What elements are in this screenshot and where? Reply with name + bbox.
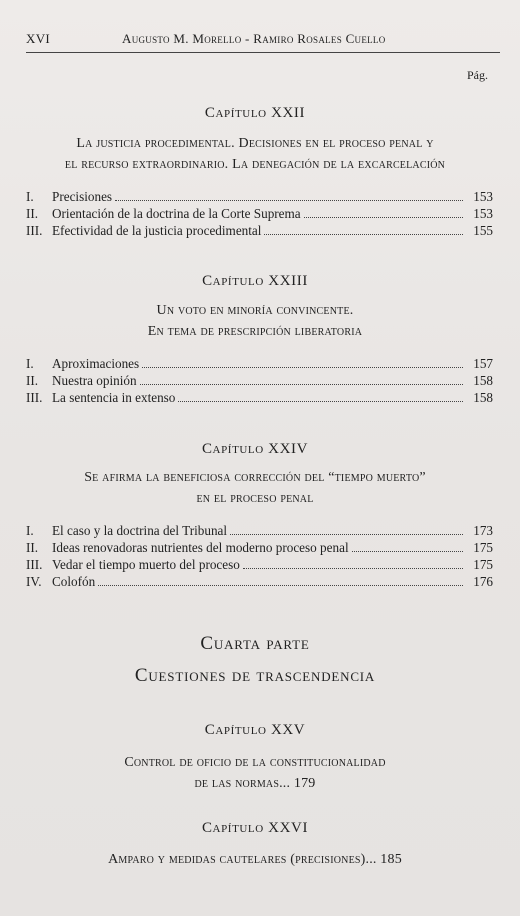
toc-entry-page: 173	[473, 523, 493, 538]
dot-leader	[304, 217, 463, 218]
chapter-25-heading: Capítulo XXV	[204, 722, 306, 738]
toc-entry-number: II.	[26, 373, 39, 388]
toc-entry[interactable]	[26, 355, 493, 372]
toc-entry-page: 153	[473, 206, 493, 221]
toc-entry-number: I.	[26, 523, 34, 538]
toc-entry[interactable]	[26, 222, 493, 239]
toc-entry-number: II.	[26, 206, 39, 221]
toc-entry-text: Precisiones	[52, 189, 113, 204]
dot-leader	[178, 401, 463, 402]
part-label: Cuarta parte	[200, 633, 310, 654]
part-title: Cuestiones de trascendencia	[134, 665, 376, 686]
chapter-24-toc	[26, 522, 493, 590]
chapter-24-title-line: Se afirma la beneficiosa corrección del “tiempo muerto”	[84, 470, 426, 485]
toc-entry-page: 176	[473, 574, 493, 589]
toc-entry[interactable]	[26, 556, 493, 573]
chapter-24-title	[26, 467, 484, 509]
header-rule	[26, 52, 500, 53]
toc-entry-page: 175	[473, 557, 493, 572]
chapter-23-title-line: En tema de prescripción liberatoria	[147, 324, 363, 339]
dot-leader	[115, 200, 463, 201]
dot-leader	[140, 384, 463, 385]
toc-entry-text: El caso y la doctrina del Tribunal	[52, 523, 228, 538]
chapter-22-title	[26, 133, 484, 175]
chapter-24-heading: Capítulo XXIV	[201, 441, 309, 457]
toc-entry-text: Vedar el tiempo muerto del proceso	[52, 557, 240, 572]
chapter-23-title-line: Un voto en minoría convincente.	[156, 303, 354, 318]
toc-entry[interactable]	[26, 205, 493, 222]
chapter-22-title-line: el recurso extraordinario. La denegación de la excarcelación	[64, 157, 446, 172]
toc-entry-text: Orientación de la doctrina de la Corte Suprema	[52, 206, 301, 221]
running-header	[26, 31, 500, 51]
pag-label: Pág.	[467, 68, 488, 82]
chapter-22-title-line: La justicia procedimental. Decisiones en el proceso penal y	[76, 136, 434, 151]
toc-entry-number: III.	[26, 557, 43, 572]
chapter-23-heading: Capítulo XXIII	[202, 273, 308, 289]
chapter-24-title-line: en el proceso penal	[196, 491, 314, 506]
toc-entry[interactable]	[26, 389, 493, 406]
chapter-23-title	[26, 300, 484, 342]
toc-entry-page: 175	[473, 540, 493, 555]
toc-entry-text: Colofón	[52, 574, 96, 589]
toc-entry-page: 158	[473, 390, 493, 405]
toc-entry-page: 153	[473, 189, 493, 204]
toc-entry-number: III.	[26, 223, 43, 238]
dot-leader	[142, 367, 463, 368]
toc-entry-number: I.	[26, 356, 34, 371]
dot-leader	[98, 585, 463, 586]
toc-entry-text: Ideas renovadoras nutrientes del moderno proceso penal	[52, 540, 349, 555]
dot-leader	[230, 534, 463, 535]
toc-entry-text: Aproximaciones	[52, 356, 140, 371]
dot-leader	[264, 234, 463, 235]
toc-entry[interactable]	[26, 522, 493, 539]
toc-entry-text: Efectividad de la justicia procedimental	[52, 223, 262, 238]
toc-entry-number: III.	[26, 390, 43, 405]
chapter-26-title[interactable]: Amparo y medidas cautelares (precisiones)... 185	[108, 852, 402, 867]
toc-entry[interactable]	[26, 539, 493, 556]
chapter-25-title-line: Control de oficio de la constitucionalidad	[124, 755, 386, 770]
page-number: XVI	[26, 31, 51, 46]
toc-entry-page: 158	[473, 373, 493, 388]
chapter-23-toc	[26, 355, 493, 406]
toc-entry-number: II.	[26, 540, 39, 555]
toc-entry-text: La sentencia in extenso	[52, 390, 176, 405]
chapter-22-toc	[26, 188, 493, 239]
chapter-25-title[interactable]	[26, 752, 484, 794]
toc-entry-page: 157	[473, 356, 493, 371]
toc-entry[interactable]	[26, 573, 493, 590]
toc-entry[interactable]	[26, 188, 493, 205]
toc-entry-text: Nuestra opinión	[52, 373, 137, 388]
toc-entry-page: 155	[473, 223, 493, 238]
toc-entry[interactable]	[26, 372, 493, 389]
toc-entry-number: IV.	[26, 574, 42, 589]
chapter-22-heading: Capítulo XXII	[204, 105, 306, 121]
header-authors: Augusto M. Morello - Ramiro Rosales Cuello	[122, 31, 386, 46]
chapter-26-heading: Capítulo XXVI	[201, 820, 309, 836]
chapter-25-title-line: de las normas... 179	[194, 776, 316, 791]
toc-entry-number: I.	[26, 189, 34, 204]
dot-leader	[243, 568, 463, 569]
dot-leader	[352, 551, 463, 552]
